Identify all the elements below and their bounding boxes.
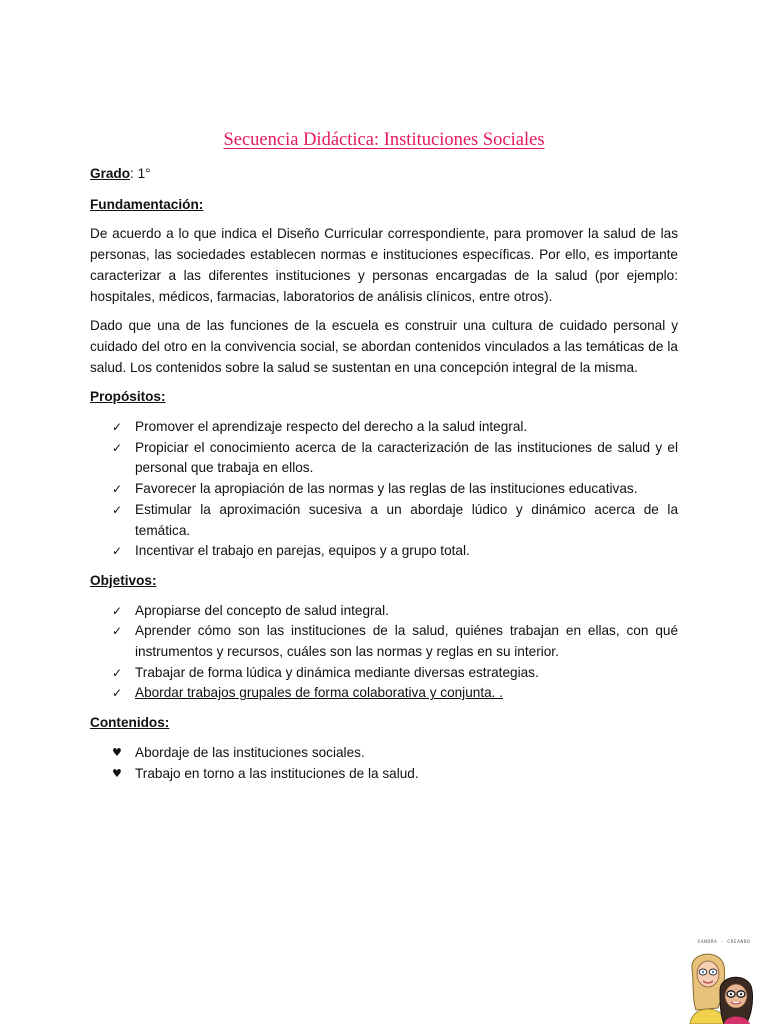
list-item: ✓ Abordar trabajos grupales de forma colaborativa y conjunta. .: [90, 683, 678, 704]
fundamentacion-paragraph-1: De acuerdo a lo que indica el Diseño Curricular correspondiente, para promover la salud de las personas, las sociedades establecen normas e instituciones específicas. Por ello, es importante caracterizar a las diferentes instituciones y personas encargadas de la salud (por ejemplo: hospitales, médicos, farmacias, laboratorios de análisis clínicos, entre otros).: [90, 226, 678, 304]
objetivos-heading: Objetivos:: [90, 572, 157, 588]
list-item: ✓ Estimular la aproximación sucesiva a un abordaje lúdico y dinámico acerca de la temática.: [112, 501, 678, 538]
grado-line: [90, 164, 678, 185]
check-icon: ✓: [112, 603, 123, 618]
fundamentacion-paragraph-2: Dado que una de las funciones de la escuela es construir una cultura de cuidado personal y cuidado del otro en la convivencia social, se abordan contenidos vinculados a las temáticas de la salud. Los contenidos sobre la salud se sustentan en una concepción integral de la misma.: [90, 318, 678, 375]
avatar-illustration: [684, 938, 764, 1024]
heart-icon: ♥: [112, 745, 122, 759]
list-item: ✓ Promover el aprendizaje respecto del derecho a la salud integral.: [90, 417, 678, 438]
list-item: ✓ Apropiarse del concepto de salud integral.: [90, 601, 678, 622]
check-icon: ✓: [112, 482, 123, 497]
list-item: ✓ Trabajar de forma lúdica y dinámica mediante diversas estrategias.: [90, 663, 678, 684]
grado-label: Grado: [90, 166, 131, 181]
check-icon: ✓: [112, 420, 123, 435]
check-icon: ✓: [112, 624, 123, 639]
contenidos-list: [90, 743, 678, 784]
list-item: ♥ Trabajo en torno a las instituciones de la salud.: [90, 764, 678, 785]
document-title: Secuencia Didáctica: Instituciones Sociales: [223, 130, 545, 150]
fundamentacion-heading: Fundamentación:: [90, 196, 204, 212]
heart-icon: ♥: [112, 766, 122, 780]
objetivos-list: [90, 601, 678, 705]
list-item: ♥ Abordaje de las instituciones sociales.: [90, 743, 678, 764]
document-body: [90, 164, 678, 784]
document-page: [90, 0, 678, 1024]
list-item: ✓ Incentivar el trabajo en parejas, equipos y a grupo total.: [90, 541, 678, 562]
check-icon: ✓: [112, 665, 123, 680]
check-icon: ✓: [112, 686, 123, 701]
propositos-heading: Propósitos:: [90, 389, 166, 405]
grado-value: : 1°: [130, 166, 151, 181]
check-icon: ✓: [112, 440, 123, 455]
check-icon: ✓: [112, 544, 123, 559]
list-item: ✓ Propiciar el conocimiento acerca de la caracterización de las instituciones de salud y el personal que trabaja en ellos.: [112, 439, 678, 476]
check-icon: ✓: [112, 502, 123, 517]
list-item: ✓ Favorecer la apropiación de las normas y las reglas de las instituciones educativas.: [90, 479, 678, 500]
contenidos-heading: Contenidos:: [90, 715, 170, 731]
propositos-list: [90, 417, 678, 562]
avatar-caption: SANDRA · CREANDO: [697, 940, 751, 945]
cartoon-teachers-image: [684, 938, 764, 1024]
list-item: ✓ Aprender cómo son las instituciones de la salud, quiénes trabajan en ellas, con qué instrumentos y recursos, cuáles son las normas y reglas en su interior.: [112, 623, 678, 660]
